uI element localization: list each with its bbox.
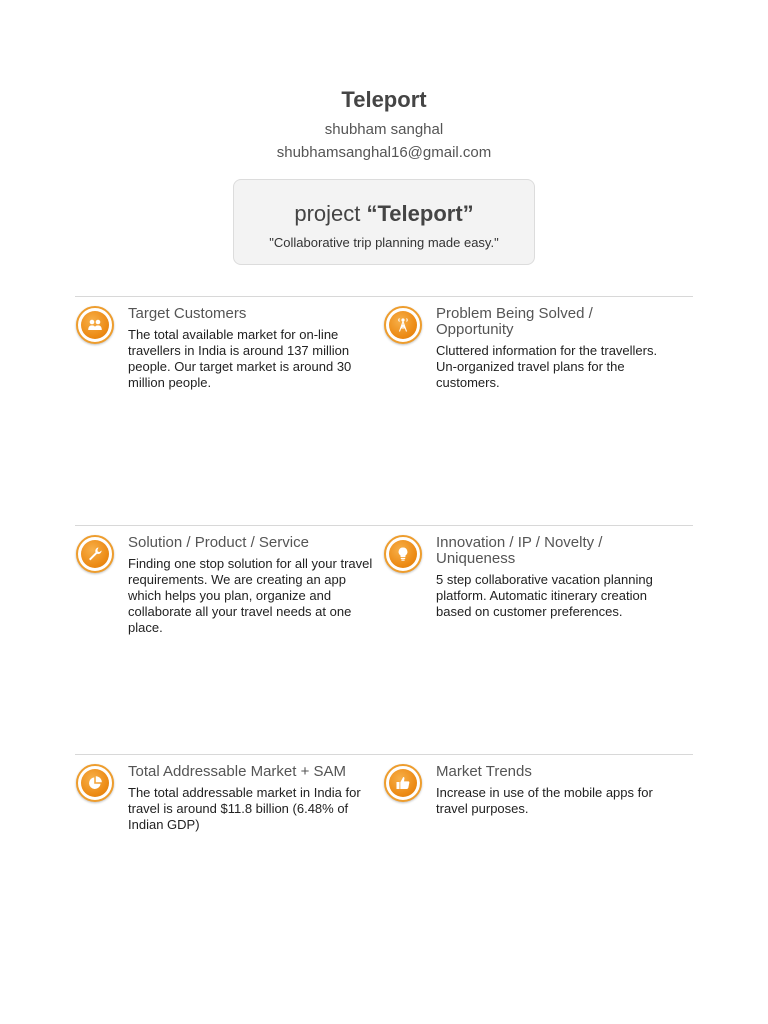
tower-icon — [384, 306, 422, 344]
project-tagline: "Collaborative trip planning made easy." — [269, 235, 499, 250]
project-title-prefix: project — [294, 201, 367, 226]
project-title — [234, 200, 534, 228]
section-heading: Innovation / IP / Novelty / Uniqueness — [436, 534, 603, 567]
document-header — [0, 86, 768, 163]
section-heading: Problem Being Solved / Opportunity — [436, 305, 593, 338]
section-divider — [75, 525, 693, 526]
section-body: Finding one stop solution for all your travel requirements. We are creating an app which helps you plan, organize and collaborate all your travel needs at one place. — [128, 556, 373, 635]
project-title-name: “Teleport” — [366, 201, 474, 226]
lightbulb-icon-glyph — [395, 546, 411, 562]
project-summary-box — [233, 179, 535, 265]
section-divider — [75, 296, 693, 297]
pie-chart-icon — [76, 764, 114, 802]
lightbulb-icon — [384, 535, 422, 573]
tower-icon-glyph — [395, 317, 411, 333]
section-body: The total available market for on-line travellers in India is around 137 million people. Our target market is around 30 million people. — [128, 327, 352, 390]
section-body: Cluttered information for the travellers. Un-organized travel plans for the customers. — [436, 343, 658, 390]
author-email: shubhamsanghal16@gmail.com — [276, 144, 492, 161]
section-divider — [75, 754, 693, 755]
pie-chart-icon-glyph — [87, 775, 103, 791]
section-body: Increase in use of the mobile apps for travel purposes. — [436, 785, 653, 816]
section-body: The total addressable market in India for travel is around $11.8 billion (6.48% of Indian GDP) — [128, 785, 361, 832]
users-icon — [76, 306, 114, 344]
wrench-icon-glyph — [87, 546, 103, 562]
section-heading: Market Trends — [436, 763, 532, 780]
section-body: 5 step collaborative vacation planning platform. Automatic itinerary creation based on customer preferences. — [436, 572, 653, 619]
thumbs-up-icon — [384, 764, 422, 802]
section-heading: Target Customers — [128, 305, 247, 322]
section-heading: Solution / Product / Service — [128, 534, 309, 551]
section-heading: Total Addressable Market + SAM — [128, 763, 347, 780]
wrench-icon — [76, 535, 114, 573]
thumbs-up-icon-glyph — [395, 775, 411, 791]
users-icon-glyph — [87, 317, 103, 333]
page-title: Teleport — [341, 87, 427, 112]
author-name: shubham sanghal — [324, 121, 444, 138]
